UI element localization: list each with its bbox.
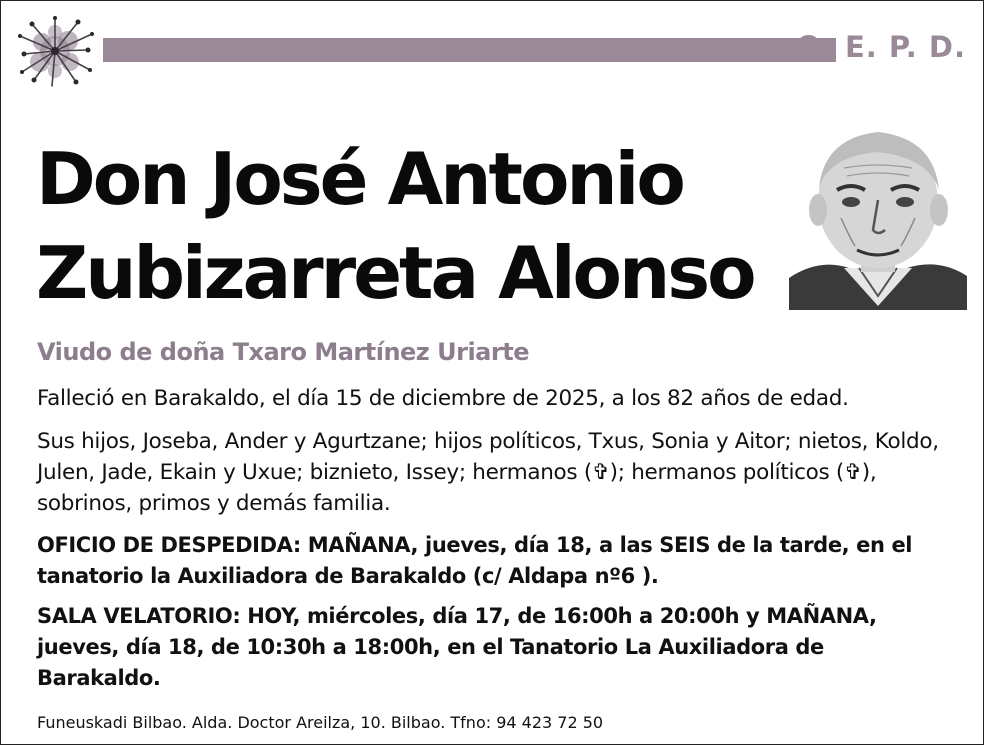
death-notice: Falleció en Barakaldo, el día 15 de diciembre de 2025, a los 82 años de edad. [37,386,849,411]
qepd-heading: Q. E. P. D. [796,30,966,64]
name-line-2: Zubizarreta Alonso [36,231,754,315]
funeral-home-footer: Funeuskadi Bilbao. Alda. Doctor Areilza, 10. Bilbao. Tfno: 94 423 72 50 [37,713,604,732]
wake-info: SALA VELATORIO: HOY, miércoles, día 17, de 16:00h a 20:00h y MAÑANA, jueves, día 18, de 10:30h a 18:00h, en el Tanatorio La Auxiliadora de Barakaldo. [37,604,877,690]
family-list: Sus hijos, Joseba, Ander y Agurtzane; hijos políticos, Txus, Sonia y Aitor; nietos, Koldo, Julen, Jade, Ekain y Uxue; biznieto, Issey; hermanos (✞); hermanos políticos (✞), sobrinos, primos y demás familia. [37,429,939,516]
ceremony-info: OFICIO DE DESPEDIDA: MAÑANA, jueves, día 18, a las SEIS de la tarde, en el tanatorio la Auxiliadora de Barakaldo (c/ Aldapa nº6 ). [37,533,913,588]
header-rule [103,38,836,62]
portrait-photo [789,118,967,310]
name-line-1: Don José Antonio [36,137,683,221]
widow-line: Viudo de doña Txaro Martínez Uriarte [37,338,529,366]
deceased-name [36,132,776,320]
floral-logo-icon [12,14,98,88]
